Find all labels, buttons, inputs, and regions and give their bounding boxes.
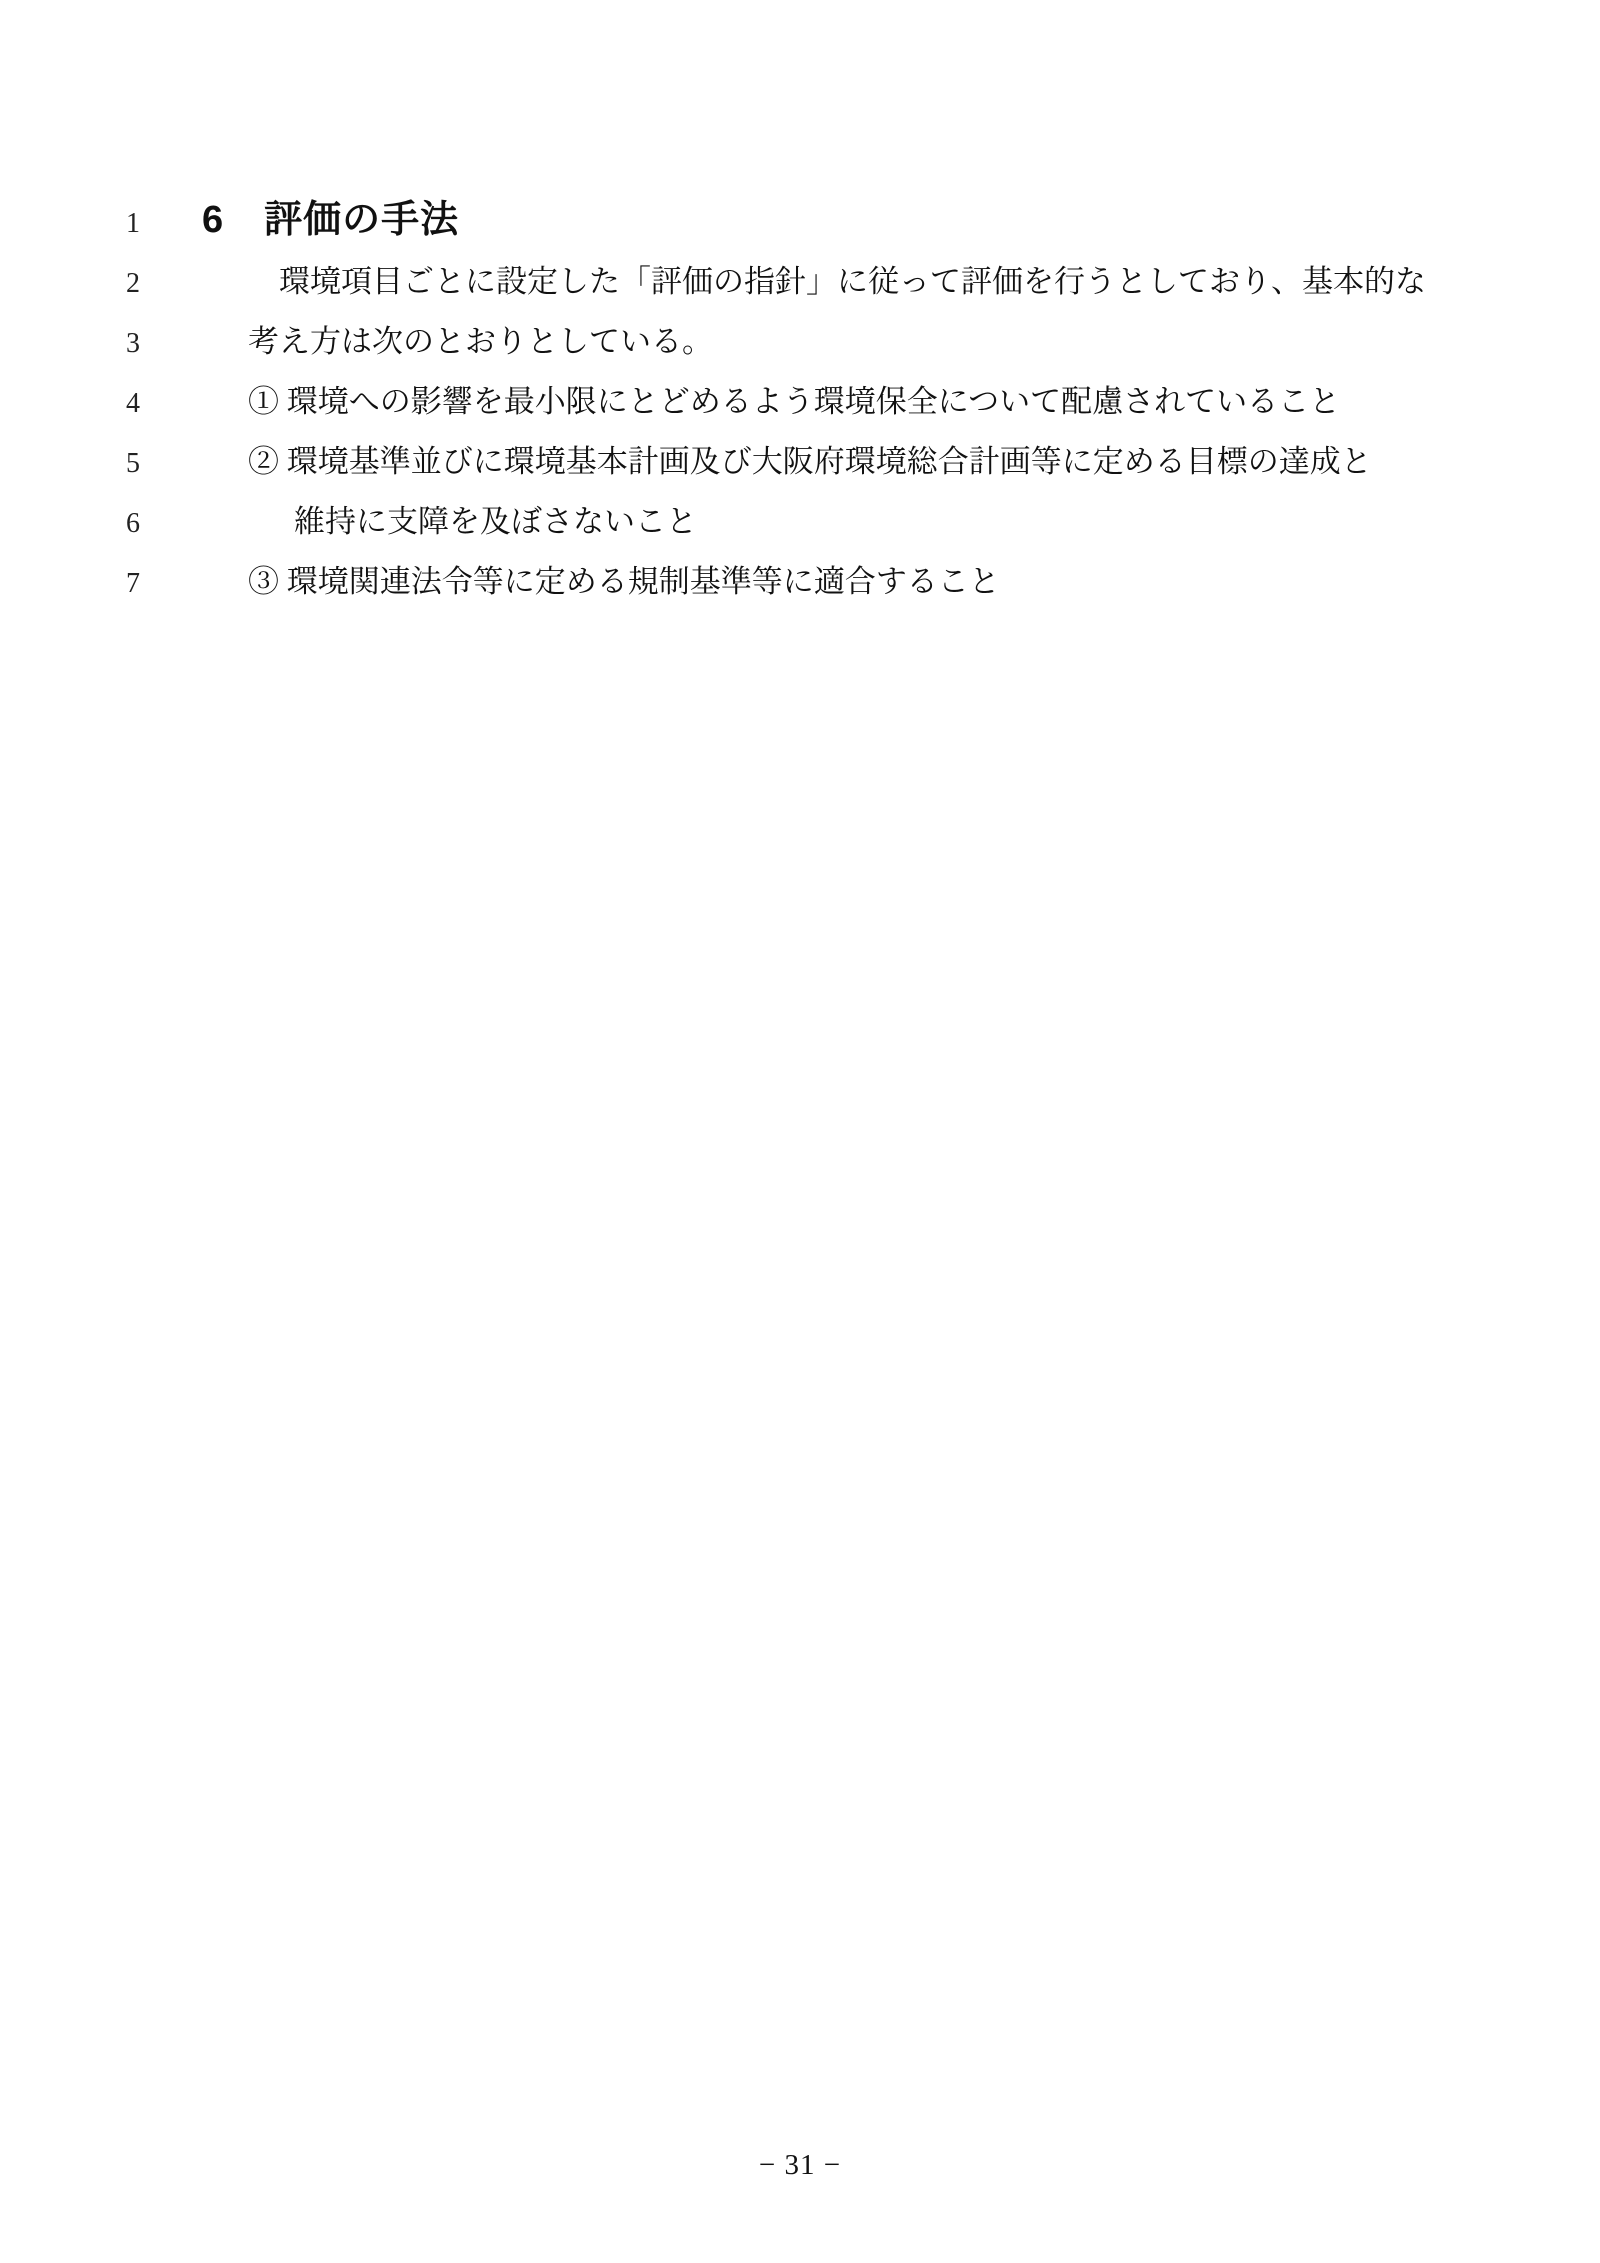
text-line bbox=[0, 372, 1600, 432]
section-title: 評価の手法 bbox=[264, 199, 460, 241]
text-line bbox=[0, 432, 1600, 492]
text-line bbox=[0, 252, 1600, 312]
paragraph-text: 考え方は次のとおりとしている。 bbox=[248, 324, 713, 359]
line-number: 3 bbox=[126, 328, 140, 359]
text-line bbox=[0, 312, 1600, 372]
list-item-2: ② 環境基準並びに環境基本計画及び大阪府環境総合計画等に定める目標の達成と bbox=[248, 444, 1372, 479]
page-number: − 31 − bbox=[758, 2149, 842, 2181]
paragraph-text: 環境項目ごとに設定した「評価の指針」に従って評価を行うとしており、基本的な bbox=[279, 264, 1426, 299]
line-number: 4 bbox=[126, 388, 140, 419]
text-line bbox=[0, 492, 1600, 552]
document-body bbox=[0, 188, 1600, 612]
line-number: 2 bbox=[126, 268, 140, 299]
list-item-1: ① 環境への影響を最小限にとどめるよう環境保全について配慮されていること bbox=[248, 384, 1341, 419]
line-number: 5 bbox=[126, 448, 140, 479]
list-item-2-continuation: 維持に支障を及ぼさないこと bbox=[294, 504, 697, 539]
text-line bbox=[0, 552, 1600, 612]
list-item-3: ③ 環境関連法令等に定める規制基準等に適合すること bbox=[248, 564, 1000, 599]
heading-line bbox=[0, 188, 1600, 252]
line-number: 1 bbox=[126, 208, 140, 239]
line-number: 6 bbox=[126, 508, 140, 539]
section-heading bbox=[140, 188, 459, 252]
line-number: 7 bbox=[126, 568, 140, 599]
section-number: 6 bbox=[202, 199, 225, 241]
